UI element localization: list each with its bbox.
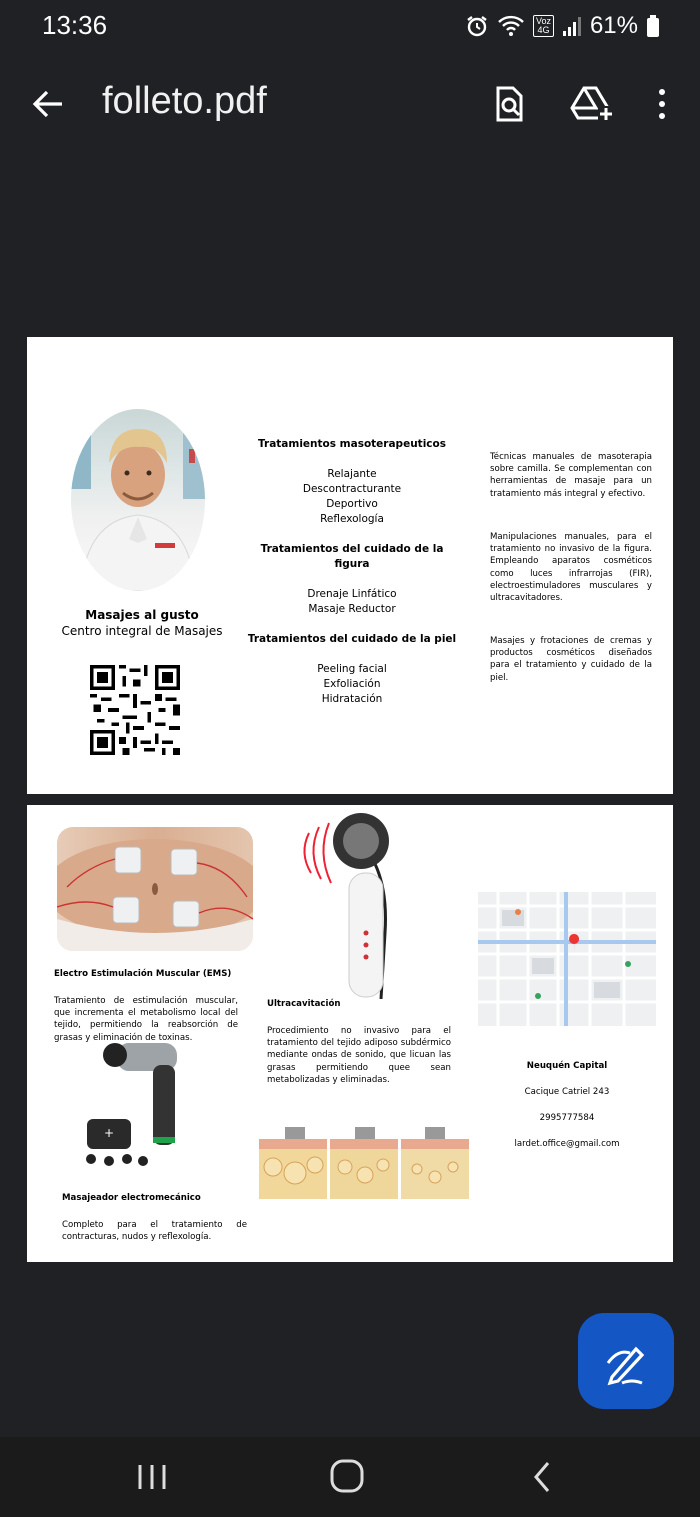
ultracavitation-device-photo [289,813,399,999]
back-icon [528,1459,558,1495]
add-to-drive-icon [570,84,614,124]
massager-title: Masajeador electromecánico [62,1193,201,1203]
pdf-page-2 [27,805,673,1262]
ems-title: Electro Estimulación Muscular (EMS) [54,969,232,979]
list-item: Drenaje Linfático [307,588,397,600]
status-bar [0,0,700,56]
list-item: Hidratación [321,693,383,705]
treatments-list [247,437,457,707]
document-title: folleto.pdf [102,80,267,122]
description-2: Manipulaciones manuales, para el tratamiento no invasivo de la figura. Empleando aparatos cosméticos como luces infrarrojas (FIR), electroestimuladores musculares y ultracavitadores. [490,532,652,604]
brand-tagline: Centro integral de Masajes [61,624,223,638]
adipose-tissue-illustration [259,1127,469,1199]
signal-icon [562,15,582,37]
add-to-drive-button[interactable] [570,84,614,124]
location-map[interactable] [478,892,656,1026]
network-type-badge: Voz 4G [533,15,554,37]
section-title: Tratamientos masoterapeuticos [258,438,446,450]
system-back-button[interactable] [528,1459,558,1495]
recents-button[interactable] [134,1459,170,1495]
contact-address: Cacique Catriel 243 [524,1087,610,1097]
alarm-icon [465,14,489,38]
home-button[interactable] [328,1457,366,1495]
home-icon [328,1457,366,1495]
massage-gun-photo [77,1031,197,1167]
list-item: Deportivo [326,498,378,510]
description-3: Masajes y frotaciones de cremas y productos cosméticos diseñados para el tratamiento y cuidado de la piel. [490,636,652,683]
contact-city: Neuquén Capital [526,1061,608,1071]
list-item: Reflexología [320,513,384,525]
recents-icon [134,1459,170,1495]
more-vert-icon [650,84,674,124]
qr-code [90,665,180,759]
clock: 13:36 [42,10,108,40]
ems-photo [57,827,253,951]
wifi-icon [497,14,525,38]
section-title: Tratamientos del cuidado de la piel [247,633,457,645]
brand-name: Masajes al gusto [85,608,199,622]
find-in-page-button[interactable] [490,84,528,124]
find-in-page-icon [490,84,528,124]
description-1: Técnicas manuales de masoterapia sobre camilla. Se complementan con herramientas de masaje para un tratamiento más integral y efectivo. [490,452,652,499]
massager-text: Completo para el tratamiento de contracturas, nudos y reflexología. [62,1220,247,1243]
list-item: Relajante [327,468,377,480]
list-item: Peeling facial [317,663,387,675]
ultracavitation-text: Procedimiento no invasivo para el tratamiento del tejido adiposo subdérmico mediante ondas de sonido, que licuan las grasas permitiendo quee sean metabolizadas y eliminadas. [267,1026,451,1085]
list-item: Exfoliación [323,678,381,690]
more-options-button[interactable] [650,84,674,124]
contact-email: lardet.office@gmail.com [514,1139,620,1149]
pdf-page-1 [27,337,673,794]
contact-phone: 2995777584 [539,1113,595,1123]
profile-photo [71,409,205,591]
section-title: Tratamientos del cuidado de la figura [260,543,444,570]
system-navigation-bar [0,1437,700,1517]
svg-text:+: + [103,1126,115,1140]
ultracavitation-title: Ultracavitación [267,999,341,1009]
list-item: Masaje Reductor [308,603,396,615]
edit-fab-button[interactable] [578,1313,674,1409]
status-icons [465,12,660,40]
list-item: Descontracturante [302,483,402,495]
ems-text: Tratamiento de estimulación muscular, que incrementa el metabolismo local del tejido, permitiendo la reabsorción de grasas y eliminación de toxinas. [54,996,238,1043]
battery-percent: 61% [589,12,638,39]
edit-pen-icon [578,1313,674,1409]
battery-icon [646,14,660,38]
back-arrow-icon [30,86,66,122]
back-button[interactable] [30,86,66,122]
